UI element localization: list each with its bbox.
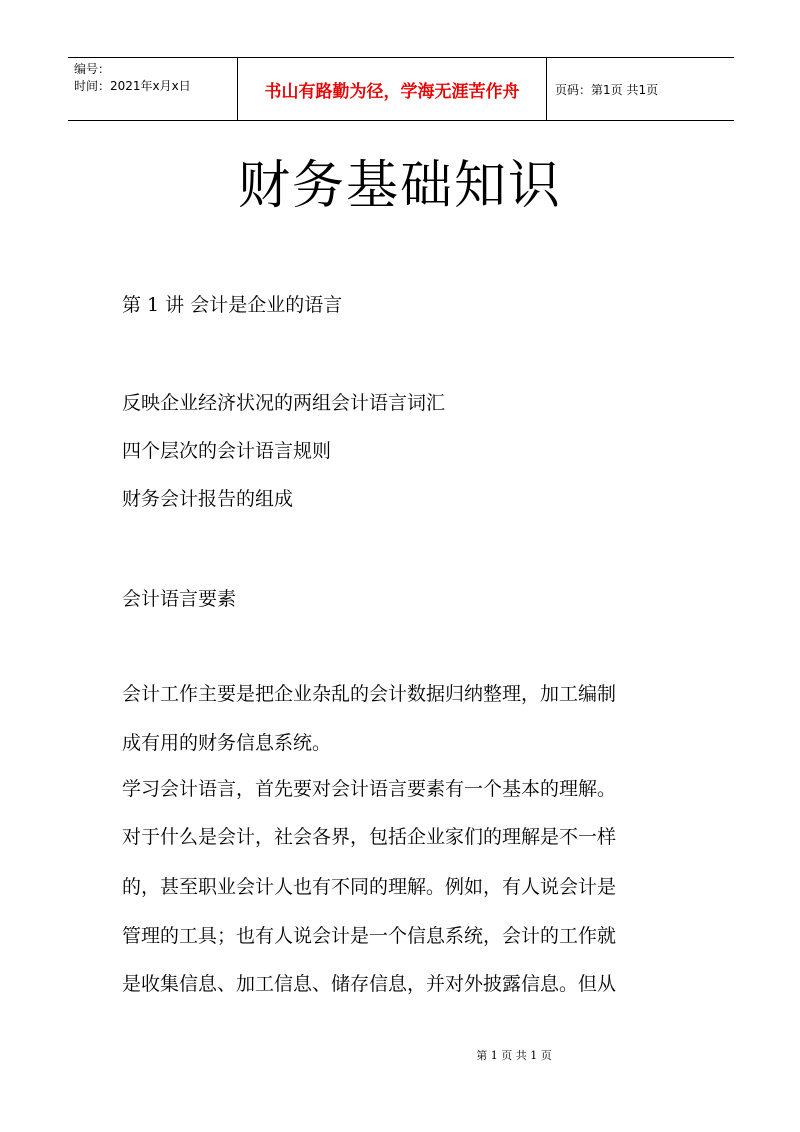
header-number-label: 编号： [74,62,111,76]
lecture-heading: 第 1 讲 会计是企业的语言 [122,294,343,316]
paragraph-line: 管理的工具；也有人说会计是一个信息系统，会计的工作就 [122,925,617,947]
paragraph-line: 是收集信息、加工信息、储存信息，并对外披露信息。但从 [122,973,617,995]
header-page-info: 页码：第1页 共1页 [555,82,659,97]
paragraph-line: 对于什么是会计，社会各界，包括企业家们的理解是不一样 [122,826,617,848]
paragraph-line: 学习会计语言，首先要对会计语言要素有一个基本的理解。 [122,778,617,800]
outline-item: 反映企业经济状况的两组会计语言词汇 [122,392,446,414]
header-motto: 书山有路勤为径，学海无涯苦作舟 [237,58,547,120]
paragraph-line: 的，甚至职业会计人也有不同的理解。例如，有人说会计是 [122,876,617,898]
section-heading: 会计语言要素 [122,588,237,610]
page-header [68,57,734,121]
page-footer: 第 1 页 共 1 页 [476,1049,552,1062]
header-time-label: 时间：2021年x月x日 [74,79,191,93]
outline-item: 四个层次的会计语言规则 [122,440,332,462]
document-title: 财务基础知识 [237,156,562,216]
header-meta [68,58,237,120]
paragraph-line: 成有用的财务信息系统。 [122,732,332,754]
outline-item: 财务会计报告的组成 [122,488,294,510]
paragraph-line: 会计工作主要是把企业杂乱的会计数据归纳整理，加工编制 [122,683,617,705]
